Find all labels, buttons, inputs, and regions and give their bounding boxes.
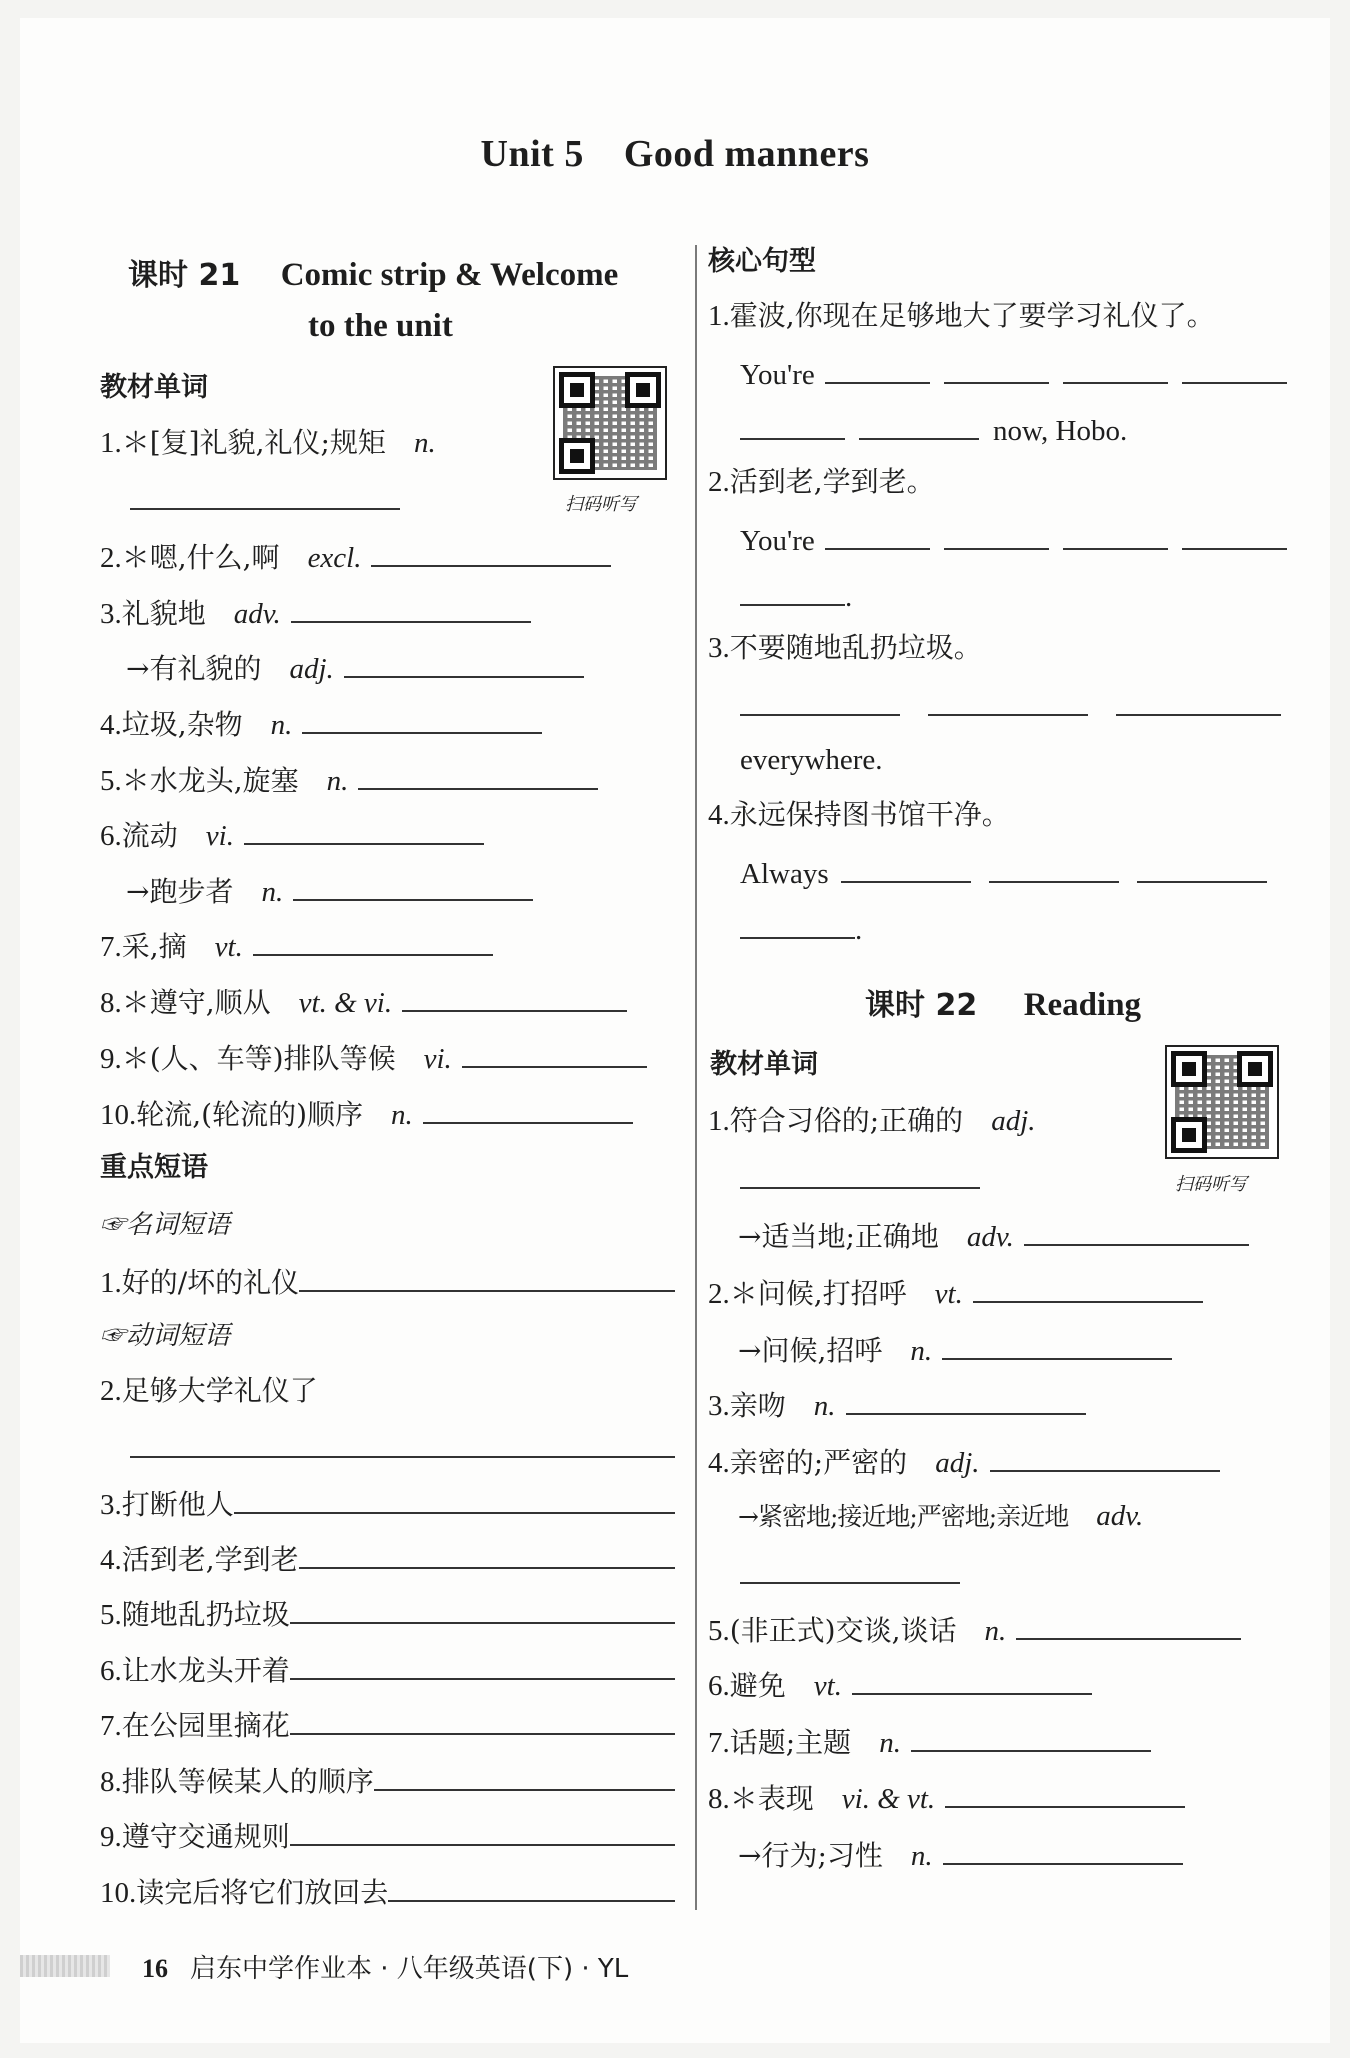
- answer-blank[interactable]: [944, 354, 1049, 384]
- item-meaning: →行为;习性: [738, 1839, 883, 1872]
- sentence-end: .: [855, 914, 863, 946]
- unit-title: [0, 132, 1350, 176]
- item-meaning: →适当地;正确地: [738, 1220, 939, 1253]
- part-of-speech: n.: [261, 876, 284, 908]
- item-meaning: (非正式)交谈,谈话: [729, 1614, 957, 1647]
- item-meaning: 话题;主题: [729, 1726, 852, 1759]
- answer-blank[interactable]: [290, 1816, 675, 1846]
- vocab-item: [100, 982, 627, 1021]
- item-meaning: ＊问候,打招呼: [729, 1277, 907, 1310]
- item-number: 7.: [100, 1710, 122, 1742]
- vocab-answer-line: [740, 1554, 960, 1593]
- answer-blank[interactable]: [290, 1594, 675, 1624]
- sentence-prompt: [708, 797, 1010, 833]
- part-of-speech: n.: [270, 709, 293, 741]
- answer-blank[interactable]: [130, 1428, 675, 1458]
- answer-blank[interactable]: [846, 1385, 1086, 1415]
- item-meaning: →紧密地;接近地;严密地;亲近地: [738, 1502, 1069, 1531]
- page-footer: [142, 1948, 628, 1985]
- column-divider: [695, 245, 697, 1910]
- sentences-heading: 核心句型: [708, 246, 816, 277]
- phrase-item: [100, 1816, 675, 1855]
- phrase-meaning: 随地乱扔垃圾: [121, 1598, 290, 1631]
- part-of-speech: vt.: [934, 1278, 963, 1310]
- vocab-item: [738, 1330, 1172, 1369]
- item-number: 3.: [100, 1489, 122, 1521]
- sentence-answer-line-1: [740, 853, 1285, 892]
- answer-blank[interactable]: [945, 1778, 1185, 1808]
- answer-blank[interactable]: [1063, 354, 1168, 384]
- item-number: 4.: [708, 799, 730, 831]
- qr-code-left[interactable]: [553, 366, 667, 480]
- answer-blank[interactable]: [344, 648, 584, 678]
- vocab-item: [738, 1498, 1153, 1535]
- part-of-speech: n.: [910, 1840, 933, 1872]
- item-number: 6.: [100, 820, 122, 852]
- answer-blank[interactable]: [973, 1273, 1203, 1303]
- item-number: 2.: [708, 466, 730, 498]
- part-of-speech: vt. & vi.: [298, 987, 393, 1019]
- answer-blank[interactable]: [942, 1330, 1172, 1360]
- part-of-speech: excl.: [307, 542, 362, 574]
- item-number: 1.: [708, 1105, 730, 1137]
- qr-corner: [1237, 1051, 1273, 1087]
- answer-blank[interactable]: [825, 520, 930, 550]
- sentence-answer-line-2: [740, 742, 883, 778]
- sentence-answer-line-2: [740, 576, 852, 615]
- part-of-speech: adj.: [935, 1447, 980, 1479]
- vocab-item: [708, 1778, 1185, 1817]
- phrases-heading: 重点短语: [100, 1152, 208, 1183]
- item-meaning: ＊(人、车等)排队等候: [121, 1042, 396, 1075]
- answer-blank[interactable]: [841, 853, 971, 883]
- part-of-speech: adj.: [289, 653, 334, 685]
- part-of-speech: adv.: [1096, 1500, 1144, 1532]
- answer-blank[interactable]: [943, 1835, 1183, 1865]
- item-number: 3.: [708, 632, 730, 664]
- vocab-answer-line: [130, 480, 400, 519]
- vocab-item: [100, 593, 531, 632]
- answer-blank[interactable]: [130, 480, 400, 510]
- qr-corner: [1171, 1051, 1207, 1087]
- vocab-heading-right: 教材单词: [710, 1049, 818, 1080]
- answer-blank[interactable]: [740, 1554, 960, 1584]
- vocab-item: [100, 815, 484, 854]
- qr-caption-right: 扫码听写: [1175, 1174, 1247, 1195]
- vocab-item: [708, 1610, 1241, 1649]
- vocab-item: [100, 1038, 647, 1077]
- sentence-start: You're: [740, 359, 815, 391]
- item-meaning: 轮流,(轮流的)顺序: [136, 1098, 363, 1131]
- answer-blank[interactable]: [402, 982, 627, 1012]
- sentence-chinese: 霍波,你现在足够地大了要学习礼仪了。: [729, 299, 1215, 332]
- item-number: 2.: [100, 542, 122, 574]
- part-of-speech: n.: [910, 1335, 933, 1367]
- item-number: 5.: [708, 1615, 730, 1647]
- answer-blank[interactable]: [423, 1094, 633, 1124]
- vocab-heading-left: 教材单词: [100, 372, 208, 403]
- item-number: 4.: [100, 709, 122, 741]
- answer-blank[interactable]: [1182, 354, 1287, 384]
- part-of-speech: vi.: [205, 820, 234, 852]
- sentence-answer-line-2: [740, 909, 862, 948]
- item-number: 8.: [100, 1766, 122, 1798]
- footer-title: 启东中学作业本 · 八年级英语(下) · YL: [190, 1954, 629, 1984]
- sentence-end: .: [845, 581, 853, 613]
- vocab-item: [100, 926, 493, 965]
- vocab-item: [100, 704, 542, 743]
- item-number: 10.: [100, 1877, 137, 1909]
- phrase-meaning: 排队等候某人的顺序: [121, 1765, 374, 1798]
- lesson-21-title-line2: [308, 308, 453, 345]
- unit-name: Good manners: [623, 133, 870, 175]
- lesson-21-title-line2-text: to the unit: [308, 308, 453, 344]
- part-of-speech: vi. & vt.: [841, 1783, 936, 1815]
- noun-phrases-label: ☞名词短语: [100, 1210, 231, 1240]
- answer-blank[interactable]: [1016, 1610, 1241, 1640]
- item-meaning: 礼貌地: [121, 597, 206, 630]
- phrase-meaning: 在公园里摘花: [121, 1709, 290, 1742]
- qr-corner: [559, 372, 595, 408]
- answer-blank[interactable]: [990, 1442, 1220, 1472]
- item-meaning: 流动: [121, 819, 178, 852]
- phrase-item: [100, 1373, 318, 1409]
- item-number: 8.: [100, 987, 122, 1019]
- answer-blank[interactable]: [1024, 1216, 1249, 1246]
- answer-blank[interactable]: [358, 760, 598, 790]
- sentence-start: You're: [740, 525, 815, 557]
- footer-decoration: [20, 1955, 110, 1977]
- part-of-speech: adv.: [966, 1221, 1014, 1253]
- answer-blank[interactable]: [299, 1539, 675, 1569]
- vocab-item: [738, 1216, 1249, 1255]
- vocab-item: [708, 1442, 1220, 1481]
- lesson-21-title-line1: Comic strip & Welcome: [280, 257, 619, 293]
- phrase-answer-line: [130, 1428, 675, 1467]
- sentence-chinese: 活到老,学到老。: [729, 465, 935, 498]
- item-number: 6.: [708, 1670, 730, 1702]
- item-number: 2.: [708, 1278, 730, 1310]
- sentence-chinese: 不要随地乱扔垃圾。: [729, 631, 982, 664]
- lesson-22-name: Reading: [1023, 987, 1142, 1023]
- answer-blank[interactable]: [290, 1650, 675, 1680]
- vocab-item: [126, 648, 584, 687]
- item-number: 5.: [100, 765, 122, 797]
- answer-blank[interactable]: [852, 1665, 1092, 1695]
- sentence-answer-line-1: [740, 354, 1301, 393]
- unit-number: Unit 5: [480, 133, 584, 175]
- item-number: 4.: [708, 1447, 730, 1479]
- qr-corner: [625, 372, 661, 408]
- verb-phrases-label: ☞动词短语: [100, 1321, 231, 1351]
- phrase-item: [100, 1872, 675, 1911]
- answer-blank[interactable]: [1137, 853, 1267, 883]
- part-of-speech: vt.: [214, 931, 243, 963]
- item-meaning: ＊水龙头,旋塞: [121, 764, 299, 797]
- sentence-chinese: 永远保持图书馆干净。: [729, 798, 1010, 831]
- item-number: 8.: [708, 1783, 730, 1815]
- answer-blank[interactable]: [740, 1159, 980, 1189]
- answer-blank[interactable]: [244, 815, 484, 845]
- lesson-21-number: 课时 21: [128, 258, 241, 293]
- answer-blank[interactable]: [1182, 520, 1287, 550]
- lesson-21-title: [128, 250, 618, 294]
- vocab-item: [708, 1722, 1151, 1761]
- answer-blank[interactable]: [290, 1705, 675, 1735]
- answer-blank[interactable]: [462, 1038, 647, 1068]
- part-of-speech: n.: [984, 1615, 1007, 1647]
- vocab-item: [100, 425, 446, 461]
- sentence-answer-line-2: [740, 410, 1127, 449]
- item-meaning: ＊嗯,什么,啊: [121, 541, 280, 574]
- part-of-speech: n.: [326, 765, 349, 797]
- part-of-speech: n.: [879, 1727, 901, 1759]
- answer-blank[interactable]: [234, 1484, 675, 1514]
- part-of-speech: n.: [391, 1099, 413, 1131]
- answer-blank[interactable]: [859, 410, 979, 440]
- item-number: 1.: [708, 300, 730, 332]
- sentence-answer-line-1: [740, 686, 1309, 725]
- part-of-speech: adv.: [233, 598, 281, 630]
- item-meaning: →有礼貌的: [126, 652, 262, 685]
- item-number: 2.: [100, 1375, 122, 1407]
- sentence-start: Always: [740, 858, 829, 890]
- item-meaning: 亲吻: [729, 1389, 786, 1422]
- phrase-item: [100, 1650, 675, 1689]
- phrase-meaning: 打断他人: [121, 1488, 234, 1521]
- answer-blank[interactable]: [1063, 520, 1168, 550]
- vocab-item: [708, 1665, 1092, 1704]
- item-number: 7.: [708, 1727, 730, 1759]
- part-of-speech: n.: [413, 427, 436, 459]
- sentence-answer-line-1: [740, 520, 1301, 559]
- phrase-meaning: 读完后将它们放回去: [136, 1876, 389, 1909]
- vocab-item: [708, 1385, 1086, 1424]
- answer-blank[interactable]: [989, 853, 1119, 883]
- answer-blank[interactable]: [740, 576, 845, 606]
- item-number: 3.: [708, 1390, 730, 1422]
- sentence-prompt: [708, 630, 982, 666]
- phrase-item: [100, 1539, 675, 1578]
- sentence-prompt: [708, 464, 935, 500]
- vocab-item: [708, 1103, 1046, 1139]
- phrase-item: [100, 1484, 675, 1523]
- answer-blank[interactable]: [740, 909, 855, 939]
- item-meaning: ＊[复]礼貌,礼仪;规矩: [121, 426, 386, 459]
- qr-corner: [1171, 1117, 1207, 1153]
- vocab-item: [100, 760, 598, 799]
- item-number: 9.: [100, 1043, 122, 1075]
- phrase-meaning: 足够大学礼仪了: [121, 1374, 318, 1407]
- answer-blank[interactable]: [388, 1872, 675, 1902]
- vocab-answer-line: [740, 1159, 980, 1198]
- answer-blank[interactable]: [740, 410, 845, 440]
- answer-blank[interactable]: [293, 871, 533, 901]
- vocab-item: [100, 1094, 633, 1133]
- phrase-item: [100, 1761, 675, 1800]
- qr-code-right[interactable]: [1165, 1045, 1279, 1159]
- part-of-speech: vi.: [423, 1043, 452, 1075]
- answer-blank[interactable]: [291, 593, 531, 623]
- part-of-speech: adj.: [991, 1105, 1036, 1137]
- answer-blank[interactable]: [911, 1722, 1151, 1752]
- item-number: 6.: [100, 1655, 122, 1687]
- item-number: 9.: [100, 1821, 122, 1853]
- item-number: 1.: [100, 427, 122, 459]
- item-meaning: 亲密的;严密的: [729, 1446, 908, 1479]
- part-of-speech: vt.: [813, 1670, 842, 1702]
- answer-blank[interactable]: [302, 704, 542, 734]
- qr-caption-left: 扫码听写: [565, 494, 637, 515]
- item-number: 4.: [100, 1544, 122, 1576]
- item-meaning: 符合习俗的;正确的: [729, 1104, 964, 1137]
- item-meaning: ＊表现: [729, 1782, 814, 1815]
- lesson-22-number: 课时 22: [865, 988, 978, 1023]
- item-number: 10.: [100, 1099, 137, 1131]
- answer-blank[interactable]: [740, 686, 900, 716]
- answer-blank[interactable]: [928, 686, 1088, 716]
- sentence-prompt: [708, 298, 1215, 334]
- page-number: 16: [142, 1954, 168, 1983]
- item-number: 7.: [100, 931, 122, 963]
- item-meaning: →问候,招呼: [738, 1334, 883, 1367]
- item-meaning: ＊遵守,顺从: [121, 986, 271, 1019]
- answer-blank[interactable]: [1116, 686, 1281, 716]
- vocab-item: [738, 1835, 1183, 1874]
- lesson-22-title: [865, 980, 1141, 1024]
- phrase-meaning: 活到老,学到老: [121, 1543, 299, 1576]
- vocab-item: [708, 1273, 1203, 1312]
- sentence-end: now, Hobo.: [993, 415, 1128, 447]
- part-of-speech: n.: [813, 1390, 836, 1422]
- item-number: 5.: [100, 1599, 122, 1631]
- answer-blank[interactable]: [374, 1761, 675, 1791]
- answer-blank[interactable]: [299, 1262, 675, 1292]
- phrase-item: [100, 1705, 675, 1744]
- phrase-meaning: 好的/坏的礼仪: [121, 1266, 300, 1299]
- phrase-meaning: 让水龙头开着: [121, 1654, 290, 1687]
- qr-corner: [559, 438, 595, 474]
- item-meaning: 采,摘: [121, 930, 187, 963]
- answer-blank[interactable]: [253, 926, 493, 956]
- sentence-end: everywhere.: [740, 744, 883, 776]
- answer-blank[interactable]: [825, 354, 930, 384]
- phrase-item: [100, 1594, 675, 1633]
- item-number: 3.: [100, 598, 122, 630]
- phrase-meaning: 遵守交通规则: [121, 1820, 290, 1853]
- answer-blank[interactable]: [371, 537, 611, 567]
- item-meaning: 垃圾,杂物: [121, 708, 243, 741]
- vocab-item: [100, 537, 611, 576]
- item-number: 1.: [100, 1267, 122, 1299]
- phrase-item: [100, 1262, 675, 1301]
- item-meaning: 避免: [729, 1669, 786, 1702]
- vocab-item: [126, 871, 533, 910]
- answer-blank[interactable]: [944, 520, 1049, 550]
- item-meaning: →跑步者: [126, 875, 234, 908]
